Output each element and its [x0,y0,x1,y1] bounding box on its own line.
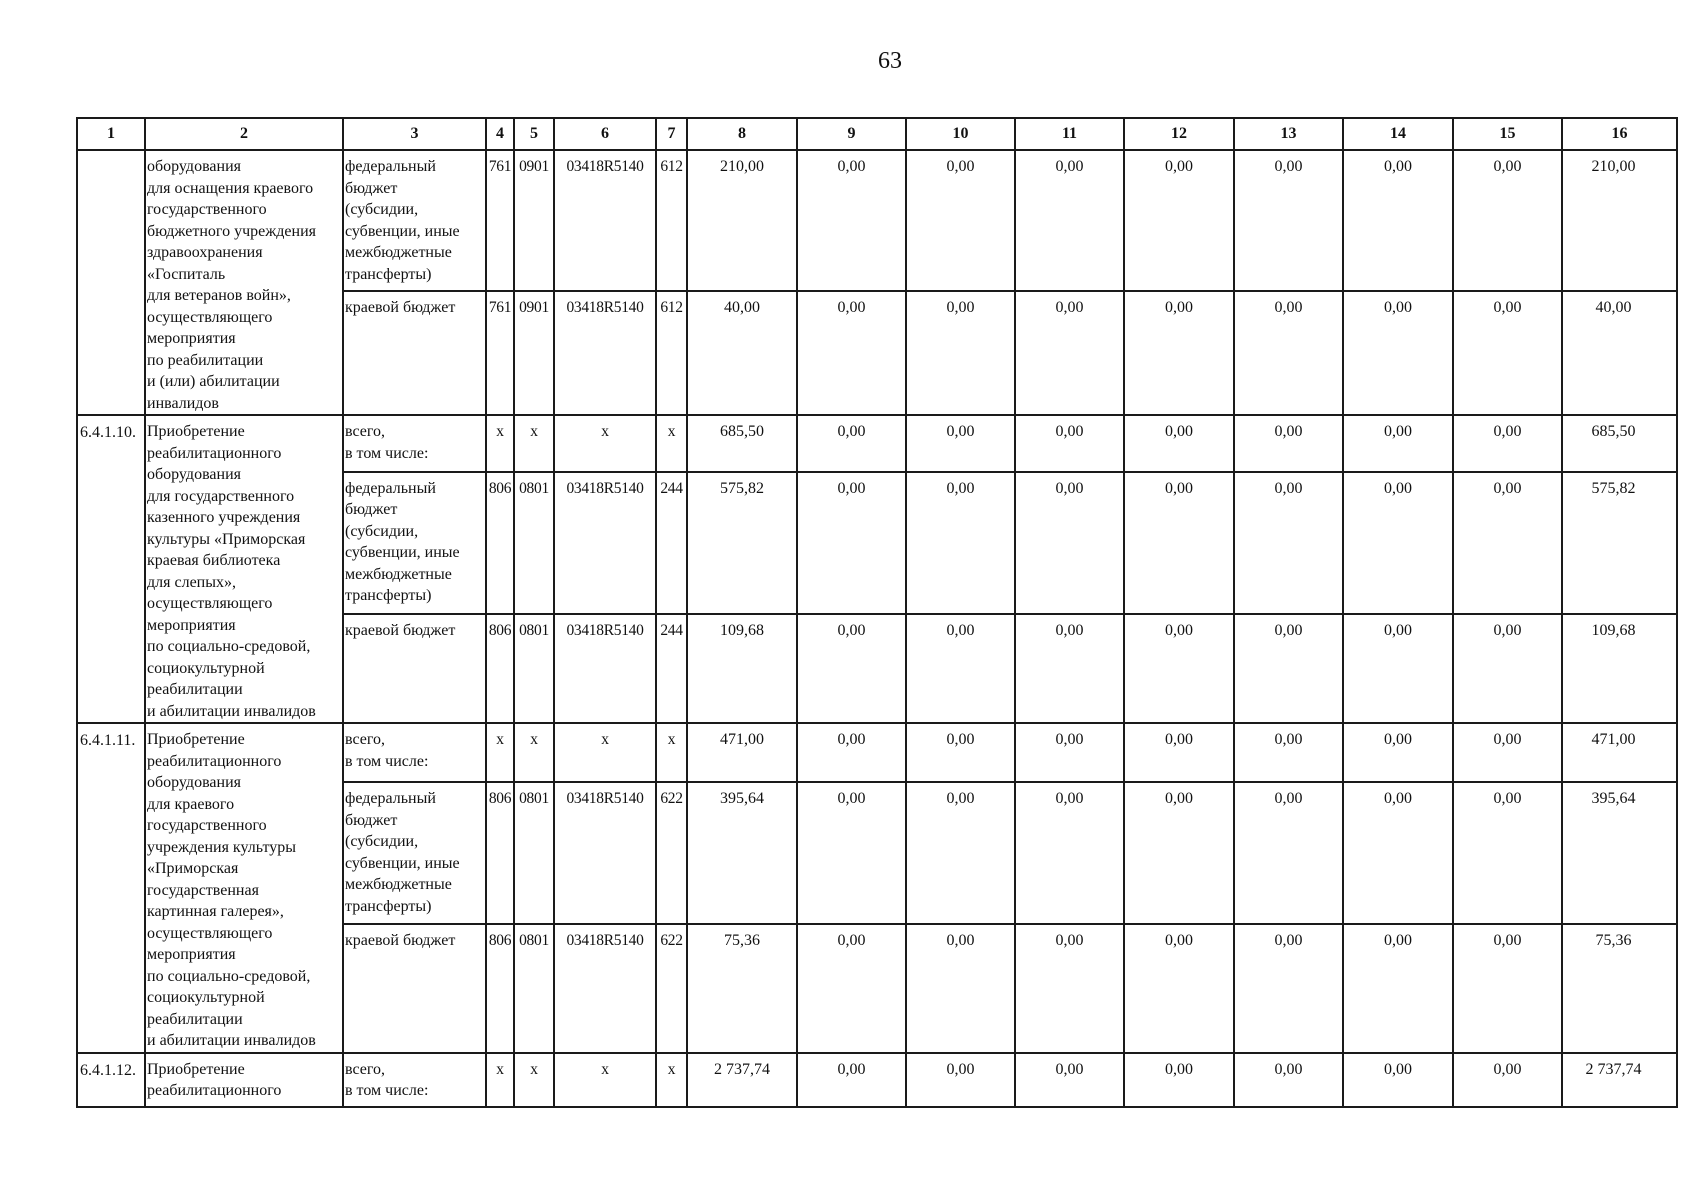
code-col-6: 03418R5140 [554,150,656,291]
value-col-11: 0,00 [1015,291,1124,415]
value-col-10: 0,00 [906,415,1015,472]
value-col-16: 210,00 [1562,150,1677,291]
value-col-15: 0,00 [1453,924,1562,1052]
value-col-15: 0,00 [1453,723,1562,782]
table-row [77,1053,1677,1107]
code-col-4: 761 [486,150,514,291]
value-col-8: 40,00 [687,291,797,415]
value-col-9: 0,00 [797,415,906,472]
header-cell: 16 [1562,118,1677,150]
value-col-12: 0,00 [1124,415,1234,472]
header-cell: 10 [906,118,1015,150]
item-name: Приобретение реабилитационного оборудования для государственного казенного учреждения культуры «Приморская краевая библиотека для слепых», осуществляющего мероприятия по социально-средовой, социокультурной реабилитации и абилитации инвалидов [145,415,343,723]
code-col-4: x [486,415,514,472]
funding-source: всего, в том числе: [343,415,486,472]
table-row [77,415,1677,472]
code-col-4: 806 [486,614,514,723]
value-col-13: 0,00 [1234,723,1343,782]
value-col-15: 0,00 [1453,291,1562,415]
value-col-13: 0,00 [1234,150,1343,291]
value-col-14: 0,00 [1343,614,1453,723]
header-cell: 11 [1015,118,1124,150]
value-col-12: 0,00 [1124,472,1234,614]
item-number [77,150,145,415]
header-cell: 12 [1124,118,1234,150]
header-cell: 9 [797,118,906,150]
funding-source: краевой бюджет [343,614,486,723]
funding-source: федеральный бюджет (субсидии, субвенции, иные межбюджетные трансферты) [343,472,486,614]
value-col-9: 0,00 [797,472,906,614]
value-col-8: 109,68 [687,614,797,723]
code-col-4: 806 [486,472,514,614]
code-col-5: x [514,723,554,782]
item-number: 6.4.1.12. [77,1053,145,1107]
value-col-10: 0,00 [906,1053,1015,1107]
code-col-7: 622 [656,782,687,924]
funding-source: краевой бюджет [343,291,486,415]
value-col-9: 0,00 [797,291,906,415]
value-col-9: 0,00 [797,614,906,723]
header-cell: 7 [656,118,687,150]
header-cell: 6 [554,118,656,150]
item-number: 6.4.1.11. [77,723,145,1053]
funding-source: краевой бюджет [343,924,486,1052]
value-col-12: 0,00 [1124,924,1234,1052]
code-col-4: x [486,723,514,782]
code-col-5: 0801 [514,924,554,1052]
code-col-6: 03418R5140 [554,614,656,723]
value-col-15: 0,00 [1453,1053,1562,1107]
code-col-7: x [656,1053,687,1107]
value-col-8: 75,36 [687,924,797,1052]
item-name: Приобретение реабилитационного оборудования для краевого государственного учреждения культуры «Приморская государственная картинная галерея», осуществляющего мероприятия по социально-средовой, социокультурной реабилитации и абилитации инвалидов [145,723,343,1053]
code-col-4: 806 [486,924,514,1052]
value-col-16: 40,00 [1562,291,1677,415]
header-cell: 3 [343,118,486,150]
value-col-13: 0,00 [1234,614,1343,723]
value-col-9: 0,00 [797,924,906,1052]
value-col-10: 0,00 [906,782,1015,924]
value-col-15: 0,00 [1453,782,1562,924]
value-col-11: 0,00 [1015,150,1124,291]
value-col-13: 0,00 [1234,291,1343,415]
value-col-16: 471,00 [1562,723,1677,782]
value-col-16: 109,68 [1562,614,1677,723]
value-col-16: 685,50 [1562,415,1677,472]
value-col-10: 0,00 [906,924,1015,1052]
value-col-14: 0,00 [1343,472,1453,614]
value-col-11: 0,00 [1015,415,1124,472]
value-col-11: 0,00 [1015,472,1124,614]
code-col-6: x [554,1053,656,1107]
code-col-6: 03418R5140 [554,291,656,415]
value-col-14: 0,00 [1343,924,1453,1052]
value-col-12: 0,00 [1124,150,1234,291]
value-col-9: 0,00 [797,723,906,782]
code-col-7: 612 [656,291,687,415]
value-col-11: 0,00 [1015,924,1124,1052]
code-col-6: 03418R5140 [554,782,656,924]
code-col-6: x [554,723,656,782]
value-col-16: 2 737,74 [1562,1053,1677,1107]
value-col-14: 0,00 [1343,291,1453,415]
value-col-15: 0,00 [1453,614,1562,723]
code-col-5: 0801 [514,472,554,614]
funding-source: федеральный бюджет (субсидии, субвенции, иные межбюджетные трансферты) [343,782,486,924]
value-col-14: 0,00 [1343,782,1453,924]
value-col-10: 0,00 [906,150,1015,291]
value-col-13: 0,00 [1234,782,1343,924]
code-col-6: 03418R5140 [554,472,656,614]
budget-table [76,117,1678,1108]
value-col-8: 210,00 [687,150,797,291]
value-col-13: 0,00 [1234,1053,1343,1107]
header-cell: 8 [687,118,797,150]
value-col-9: 0,00 [797,1053,906,1107]
value-col-14: 0,00 [1343,723,1453,782]
code-col-5: 0801 [514,614,554,723]
funding-source: федеральный бюджет (субсидии, субвенции, иные межбюджетные трансферты) [343,150,486,291]
value-col-10: 0,00 [906,291,1015,415]
value-col-11: 0,00 [1015,723,1124,782]
header-cell: 4 [486,118,514,150]
header-cell: 1 [77,118,145,150]
code-col-7: 622 [656,924,687,1052]
value-col-15: 0,00 [1453,415,1562,472]
code-col-5: 0801 [514,782,554,924]
value-col-10: 0,00 [906,723,1015,782]
header-cell: 5 [514,118,554,150]
value-col-11: 0,00 [1015,614,1124,723]
value-col-10: 0,00 [906,472,1015,614]
value-col-14: 0,00 [1343,1053,1453,1107]
value-col-9: 0,00 [797,150,906,291]
value-col-11: 0,00 [1015,782,1124,924]
code-col-7: 244 [656,472,687,614]
header-cell: 13 [1234,118,1343,150]
item-name: Приобретение реабилитационного [145,1053,343,1107]
code-col-4: 761 [486,291,514,415]
value-col-13: 0,00 [1234,924,1343,1052]
value-col-12: 0,00 [1124,782,1234,924]
value-col-16: 395,64 [1562,782,1677,924]
code-col-4: 806 [486,782,514,924]
value-col-12: 0,00 [1124,1053,1234,1107]
value-col-8: 2 737,74 [687,1053,797,1107]
value-col-16: 75,36 [1562,924,1677,1052]
value-col-13: 0,00 [1234,472,1343,614]
value-col-8: 395,64 [687,782,797,924]
code-col-7: 612 [656,150,687,291]
code-col-7: x [656,723,687,782]
value-col-12: 0,00 [1124,291,1234,415]
header-cell: 2 [145,118,343,150]
item-name: оборудования для оснащения краевого государственного бюджетного учреждения здравоохранения «Госпиталь для ветеранов войн», осуществляющего мероприятия по реабилитации и (или) абилитации инвалидов [145,150,343,415]
code-col-5: x [514,1053,554,1107]
value-col-8: 685,50 [687,415,797,472]
value-col-13: 0,00 [1234,415,1343,472]
page-number: 63 [878,48,902,74]
table-row [77,723,1677,782]
value-col-11: 0,00 [1015,1053,1124,1107]
value-col-12: 0,00 [1124,614,1234,723]
code-col-5: 0901 [514,150,554,291]
header-cell: 15 [1453,118,1562,150]
table-row [77,150,1677,291]
funding-source: всего, в том числе: [343,1053,486,1107]
value-col-16: 575,82 [1562,472,1677,614]
table-body [77,150,1677,1107]
code-col-7: x [656,415,687,472]
value-col-10: 0,00 [906,614,1015,723]
value-col-14: 0,00 [1343,415,1453,472]
value-col-8: 471,00 [687,723,797,782]
code-col-4: x [486,1053,514,1107]
code-col-6: 03418R5140 [554,924,656,1052]
code-col-7: 244 [656,614,687,723]
value-col-9: 0,00 [797,782,906,924]
value-col-12: 0,00 [1124,723,1234,782]
value-col-14: 0,00 [1343,150,1453,291]
funding-source: всего, в том числе: [343,723,486,782]
code-col-5: 0901 [514,291,554,415]
code-col-6: x [554,415,656,472]
header-row [77,118,1677,150]
value-col-8: 575,82 [687,472,797,614]
code-col-5: x [514,415,554,472]
value-col-15: 0,00 [1453,472,1562,614]
header-cell: 14 [1343,118,1453,150]
value-col-15: 0,00 [1453,150,1562,291]
item-number: 6.4.1.10. [77,415,145,723]
